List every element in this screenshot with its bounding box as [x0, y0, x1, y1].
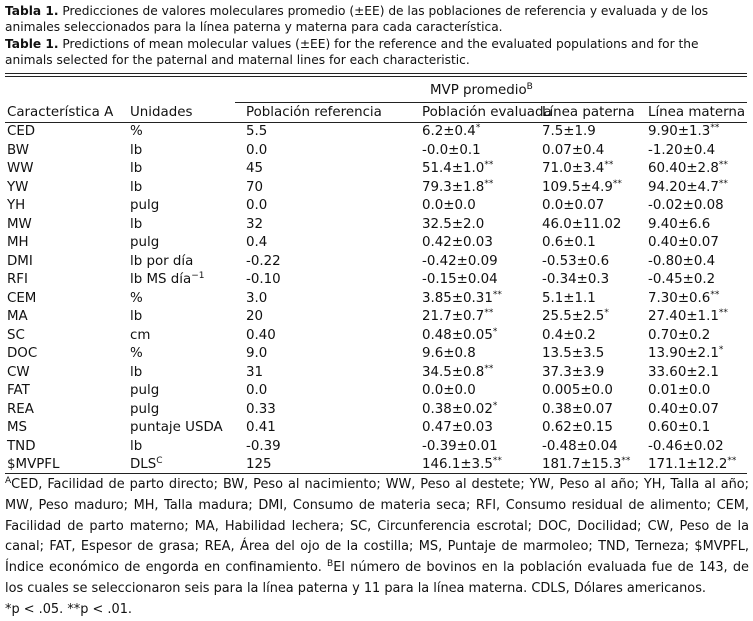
- cell-unit-value: DLS: [130, 457, 157, 472]
- cell-unit-value: lb: [130, 216, 143, 232]
- cell-unit-sup: C: [156, 456, 163, 466]
- header-maternal: Línea materna: [648, 105, 746, 120]
- caption-english-text: Predictions of mean molecular values (±EE) for the reference and the evaluated populations and for the animals selected for the paternal and maternal lines for each characteristic.: [5, 37, 699, 68]
- cell-maternal: [648, 401, 719, 419]
- cell-maternal: [648, 234, 719, 252]
- cell-maternal-sup: **: [718, 308, 728, 318]
- cell-unit: [130, 327, 150, 345]
- cell-paternal-value: 7.5±1.9: [542, 124, 596, 139]
- cell-maternal-value: -0.46±0.02: [648, 438, 724, 454]
- cell-paternal: [542, 364, 604, 382]
- cell-unit: [130, 308, 142, 326]
- cell-trait: [7, 327, 25, 345]
- cell-evaluated: [422, 234, 493, 252]
- cell-unit: [130, 271, 205, 289]
- cell-unit: [130, 364, 142, 382]
- cell-unit-value: %: [130, 290, 143, 306]
- cell-paternal-value: 5.1±1.1: [542, 290, 596, 306]
- header-bottom-rule: [5, 122, 747, 123]
- cell-maternal-value: 171.1±12.2: [648, 457, 728, 472]
- cell-maternal-sup: **: [710, 289, 720, 300]
- cell-evaluated: [422, 438, 498, 456]
- cell-paternal: [542, 142, 604, 160]
- cell-unit-value: pulg: [130, 401, 160, 417]
- caption-english-label: Table 1.: [5, 37, 59, 51]
- cell-maternal-value: 27.40±1.1: [648, 309, 719, 324]
- cell-reference-value: 70: [246, 179, 264, 195]
- cell-maternal: [648, 216, 710, 234]
- cell-reference: [246, 382, 267, 400]
- cell-trait-value: TND: [7, 438, 36, 454]
- cell-unit-value: lb: [130, 309, 143, 324]
- cell-maternal: [648, 382, 710, 400]
- cell-reference: [246, 142, 267, 160]
- cell-maternal: [648, 345, 723, 363]
- cell-paternal: [542, 123, 596, 141]
- cell-paternal-value: 0.0±0.07: [542, 198, 605, 213]
- cell-maternal-value: -0.45±0.2: [648, 272, 716, 287]
- cell-trait-value: WW: [7, 161, 34, 176]
- cell-reference-value: 0.0: [246, 383, 268, 398]
- cell-reference-value: 0.41: [246, 420, 276, 435]
- cell-unit: [130, 382, 159, 400]
- cell-evaluated: [422, 197, 476, 215]
- cell-unit-value: pulg: [130, 198, 160, 213]
- cell-evaluated-value: 34.5±0.8: [422, 364, 485, 380]
- cell-unit-value: puntaje USDA: [130, 420, 223, 435]
- cell-trait: [7, 179, 28, 197]
- cell-evaluated-value: 79.3±1.8: [422, 179, 485, 195]
- header-evaluated: Población evaluada: [422, 105, 552, 120]
- cell-unit: [130, 234, 159, 252]
- cell-maternal-value: -0.80±0.4: [648, 253, 716, 269]
- cell-maternal: [648, 160, 728, 178]
- cell-unit-value: lb: [130, 438, 143, 454]
- cell-evaluated: [422, 271, 498, 289]
- cell-trait: [7, 216, 32, 234]
- cell-unit: [130, 160, 142, 178]
- header-reference: Población referencia: [246, 105, 382, 120]
- cell-trait: [7, 401, 34, 419]
- cell-unit: [130, 197, 159, 215]
- cell-trait-value: CW: [7, 364, 30, 380]
- cell-unit: [130, 419, 223, 437]
- cell-paternal-value: 37.3±3.9: [542, 364, 605, 380]
- header-group-rule: [235, 102, 747, 103]
- cell-maternal-value: 0.70±0.2: [648, 327, 711, 343]
- cell-evaluated-value: 0.0±0.0: [422, 198, 476, 213]
- cell-trait: [7, 123, 35, 141]
- cell-evaluated-value: 9.6±0.8: [422, 346, 476, 361]
- cell-trait-value: $MVPFL: [7, 457, 60, 472]
- header-group-sup: B: [526, 82, 533, 92]
- cell-maternal: [648, 456, 736, 474]
- cell-unit: [130, 456, 163, 474]
- cell-maternal-sup: **: [727, 456, 737, 466]
- cell-reference-value: 31: [246, 364, 264, 380]
- cell-maternal: [648, 271, 715, 289]
- cell-maternal-sup: **: [718, 160, 728, 170]
- cell-paternal-value: -0.48±0.04: [542, 438, 618, 454]
- cell-evaluated: [422, 382, 476, 400]
- table-top-rule-double: [5, 76, 747, 77]
- cell-evaluated-sup: **: [484, 308, 494, 318]
- cell-maternal-value: 33.60±2.1: [648, 364, 719, 380]
- cell-evaluated: [422, 308, 493, 326]
- cell-reference: [246, 364, 263, 382]
- cell-reference-value: 9.0: [246, 346, 268, 361]
- header-group-mvp: [430, 82, 533, 100]
- cell-evaluated: [422, 419, 493, 437]
- cell-evaluated-value: -0.15±0.04: [422, 272, 498, 287]
- header-trait: Característica A: [7, 105, 114, 120]
- cell-evaluated: [422, 456, 502, 474]
- cell-maternal: [648, 253, 715, 271]
- footnote-abbreviations: CED, Facilidad de parto directo; BW, Peso al nacimiento; WW, Peso al destete; YW, Peso al año; YH, Talla al año; MW, Peso maduro; MH, Talla madura; DMI, Consumo de materia seca; RFI, Consumo residual de alimento; CEM, Facilidad de parto materno; MA, Habilidad lechera; SC, Circunferencia escrotal; DOC, Docilidad; CW, Peso de la canal; FAT, Espesor de grasa; REA, Área del ojo de la costilla; MS, Puntaje de marmoleo; TND, Terneza; $MVPFL, Índice económico de engorda en confinamiento.: [5, 477, 749, 576]
- cell-trait-value: SC: [7, 327, 25, 343]
- cell-paternal-value: 25.5±2.5: [542, 309, 605, 324]
- cell-evaluated-value: 0.0±0.0: [422, 383, 476, 398]
- cell-evaluated-sup: **: [484, 363, 494, 374]
- cell-evaluated-value: 6.2±0.4: [422, 124, 476, 139]
- cell-evaluated: [422, 327, 497, 345]
- table-bottom-rule: [5, 473, 747, 474]
- cell-maternal: [648, 364, 719, 382]
- cell-unit: [130, 438, 142, 456]
- cell-paternal-value: 0.005±0.0: [542, 383, 613, 398]
- cell-trait: [7, 290, 36, 308]
- cell-evaluated-value: 146.1±3.5: [422, 457, 493, 472]
- cell-paternal: [542, 327, 596, 345]
- cell-paternal-value: 0.62±0.15: [542, 420, 613, 435]
- cell-trait-value: REA: [7, 401, 34, 417]
- cell-paternal: [542, 160, 613, 178]
- cell-evaluated-sup: *: [475, 123, 481, 133]
- cell-evaluated: [422, 290, 502, 308]
- cell-reference-value: 0.0: [246, 198, 268, 213]
- cell-trait: [7, 197, 25, 215]
- cell-trait-value: DOC: [7, 346, 38, 361]
- cell-reference: [246, 438, 281, 456]
- table-footnote: [5, 475, 749, 621]
- cell-maternal-value: 0.40±0.07: [648, 401, 719, 417]
- cell-trait-value: CED: [7, 124, 36, 139]
- cell-unit: [130, 142, 142, 160]
- cell-reference: [246, 327, 276, 345]
- cell-paternal-value: 181.7±15.3: [542, 457, 622, 472]
- cell-maternal-value: 0.40±0.07: [648, 235, 719, 250]
- cell-maternal-value: 0.60±0.1: [648, 420, 711, 435]
- cell-trait: [7, 160, 33, 178]
- cell-reference: [246, 290, 267, 308]
- header-units: Unidades: [130, 105, 193, 120]
- cell-evaluated-sup: **: [484, 160, 494, 170]
- cell-reference: [246, 401, 276, 419]
- cell-unit-value: lb: [130, 179, 143, 195]
- cell-trait-value: YW: [7, 179, 29, 195]
- cell-trait: [7, 456, 59, 474]
- cell-unit-value: pulg: [130, 383, 160, 398]
- cell-maternal-value: 9.90±1.3: [648, 124, 711, 139]
- cell-trait: [7, 271, 28, 289]
- cell-paternal-value: 71.0±3.4: [542, 161, 605, 176]
- cell-unit-value: %: [130, 346, 143, 361]
- cell-reference-value: -0.39: [246, 438, 281, 454]
- cell-maternal-sup: **: [710, 123, 720, 133]
- cell-reference-value: 125: [246, 457, 272, 472]
- cell-maternal: [648, 308, 728, 326]
- cell-reference-value: 0.4: [246, 235, 268, 250]
- cell-trait-value: MS: [7, 420, 28, 435]
- cell-paternal-sup: *: [604, 308, 609, 318]
- footnote-sup-b: B: [327, 559, 334, 570]
- cell-trait-value: MH: [7, 235, 29, 250]
- cell-maternal-value: 0.01±0.0: [648, 383, 711, 398]
- cell-trait-value: FAT: [7, 383, 30, 398]
- cell-maternal: [648, 123, 719, 141]
- cell-paternal: [542, 271, 609, 289]
- cell-evaluated-value: -0.0±0.1: [422, 142, 481, 158]
- cell-maternal: [648, 197, 724, 215]
- cell-unit: [130, 179, 142, 197]
- cell-unit: [130, 401, 159, 419]
- cell-evaluated: [422, 142, 481, 160]
- cell-reference-value: 5.5: [246, 124, 268, 139]
- footnote-sample: El número de bovinos en la población evaluada fue de 143, de los cuales se seleccionaron seis para la línea paterna y 11 para la línea materna. CDLS, Dólares americanos.: [5, 560, 749, 596]
- cell-trait: [7, 234, 29, 252]
- cell-paternal-value: 46.0±11.02: [542, 216, 622, 232]
- cell-trait-value: BW: [7, 142, 29, 158]
- cell-paternal-value: 0.38±0.07: [542, 401, 613, 417]
- cell-maternal: [648, 419, 710, 437]
- cell-unit-value: lb MS día: [130, 272, 192, 287]
- cell-paternal: [542, 419, 613, 437]
- cell-paternal: [542, 401, 613, 419]
- cell-paternal-value: -0.34±0.3: [542, 272, 610, 287]
- cell-evaluated-sup: **: [484, 178, 494, 189]
- caption-spanish-text: Predicciones de valores moleculares promedio (±EE) de las poblaciones de referencia y evaluada y de los animales seleccionados para la línea paterna y materna para cada característica.: [5, 4, 709, 35]
- cell-reference-value: 0.33: [246, 401, 276, 417]
- cell-paternal-sup: **: [621, 456, 631, 466]
- cell-trait: [7, 364, 30, 382]
- cell-reference: [246, 456, 272, 474]
- cell-paternal-sup: **: [612, 178, 622, 189]
- cell-reference-value: 20: [246, 309, 264, 324]
- cell-reference: [246, 308, 263, 326]
- cell-evaluated: [422, 253, 498, 271]
- cell-maternal-sup: *: [718, 345, 724, 355]
- cell-unit: [130, 290, 143, 308]
- cell-trait: [7, 253, 33, 271]
- cell-unit-value: lb por día: [130, 253, 194, 269]
- cell-unit: [130, 216, 142, 234]
- cell-trait: [7, 345, 37, 363]
- cell-reference: [246, 216, 263, 234]
- cell-paternal: [542, 179, 622, 197]
- cell-paternal-value: -0.53±0.6: [542, 253, 610, 269]
- cell-trait: [7, 308, 28, 326]
- cell-trait: [7, 382, 30, 400]
- cell-reference-value: 0.40: [246, 327, 276, 343]
- cell-unit: [130, 345, 143, 363]
- cell-reference: [246, 345, 267, 363]
- cell-paternal: [542, 234, 596, 252]
- cell-maternal: [648, 290, 719, 308]
- cell-reference-value: 32: [246, 216, 264, 232]
- header-group-label: MVP promedio: [430, 83, 527, 98]
- cell-evaluated-sup: **: [492, 289, 502, 300]
- cell-evaluated-value: -0.39±0.01: [422, 438, 498, 454]
- cell-reference: [246, 197, 267, 215]
- cell-unit-value: lb: [130, 364, 143, 380]
- cell-evaluated-sup: *: [492, 326, 498, 337]
- table-top-rule: [5, 73, 747, 74]
- cell-paternal: [542, 456, 630, 474]
- cell-maternal-value: 60.40±2.8: [648, 161, 719, 176]
- cell-paternal: [542, 345, 604, 363]
- cell-trait-value: RFI: [7, 272, 28, 287]
- cell-reference-value: -0.22: [246, 253, 281, 269]
- cell-evaluated-value: 0.42±0.03: [422, 235, 493, 250]
- cell-reference: [246, 123, 267, 141]
- cell-reference: [246, 419, 276, 437]
- cell-maternal-value: 94.20±4.7: [648, 179, 719, 195]
- cell-reference-value: -0.10: [246, 272, 281, 287]
- cell-maternal: [648, 438, 724, 456]
- cell-paternal-value: 0.07±0.4: [542, 142, 605, 158]
- cell-unit: [130, 123, 143, 141]
- cell-trait-value: MA: [7, 309, 28, 324]
- cell-reference-value: 45: [246, 161, 264, 176]
- cell-paternal-value: 0.6±0.1: [542, 235, 596, 250]
- cell-paternal: [542, 216, 621, 234]
- cell-paternal: [542, 253, 609, 271]
- cell-evaluated-value: 0.38±0.02: [422, 401, 493, 417]
- cell-maternal-value: 13.90±2.1: [648, 346, 719, 361]
- cell-evaluated-value: 3.85±0.31: [422, 290, 493, 306]
- cell-maternal-value: -1.20±0.4: [648, 142, 716, 158]
- cell-trait-value: DMI: [7, 253, 33, 269]
- header-paternal: Línea paterna: [542, 105, 635, 120]
- cell-evaluated-sup: **: [492, 456, 502, 466]
- cell-reference: [246, 160, 263, 178]
- cell-evaluated: [422, 401, 497, 419]
- cell-evaluated-value: -0.42±0.09: [422, 253, 498, 269]
- cell-reference: [246, 271, 281, 289]
- cell-evaluated: [422, 216, 484, 234]
- cell-evaluated: [422, 345, 476, 363]
- cell-trait-value: CEM: [7, 290, 37, 306]
- cell-evaluated-value: 51.4±1.0: [422, 161, 485, 176]
- cell-reference-value: 0.0: [246, 142, 268, 158]
- cell-evaluated: [422, 364, 493, 382]
- cell-unit-value: lb: [130, 142, 143, 158]
- cell-paternal: [542, 197, 604, 215]
- cell-evaluated-value: 21.7±0.7: [422, 309, 485, 324]
- cell-maternal: [648, 327, 710, 345]
- cell-paternal-value: 0.4±0.2: [542, 327, 596, 343]
- cell-trait-value: MW: [7, 216, 32, 232]
- cell-unit: [130, 253, 193, 271]
- cell-reference: [246, 253, 281, 271]
- cell-reference: [246, 179, 263, 197]
- cell-reference-value: 3.0: [246, 290, 268, 306]
- caption-spanish-label: Tabla 1.: [5, 4, 59, 18]
- cell-paternal: [542, 308, 609, 326]
- cell-unit-sup: −1: [191, 271, 205, 281]
- cell-evaluated-value: 0.47±0.03: [422, 420, 493, 435]
- footnote-sup-a: A: [5, 476, 12, 486]
- cell-evaluated: [422, 179, 493, 197]
- cell-unit-value: %: [130, 124, 143, 139]
- cell-paternal-sup: **: [604, 160, 614, 170]
- cell-trait: [7, 419, 27, 437]
- cell-maternal: [648, 179, 728, 197]
- cell-paternal-value: 13.5±3.5: [542, 346, 605, 361]
- cell-evaluated-value: 0.48±0.05: [422, 327, 493, 343]
- footnote-significance: *p < .05. **p < .01.: [5, 601, 132, 617]
- caption-english: [5, 36, 747, 69]
- cell-maternal-value: -0.02±0.08: [648, 198, 724, 213]
- cell-evaluated: [422, 123, 480, 141]
- cell-evaluated: [422, 160, 493, 178]
- cell-paternal: [542, 290, 596, 308]
- cell-evaluated-value: 32.5±2.0: [422, 216, 485, 232]
- cell-unit-value: pulg: [130, 235, 160, 250]
- cell-trait: [7, 142, 29, 160]
- cell-paternal-value: 109.5±4.9: [542, 179, 613, 195]
- cell-maternal-sup: **: [718, 178, 728, 189]
- cell-maternal-value: 9.40±6.6: [648, 216, 711, 232]
- cell-paternal: [542, 382, 613, 400]
- cell-maternal-value: 7.30±0.6: [648, 290, 711, 306]
- cell-unit-value: cm: [130, 327, 151, 343]
- cell-evaluated-sup: *: [492, 400, 498, 411]
- cell-trait-value: YH: [7, 198, 26, 213]
- cell-unit-value: lb: [130, 161, 143, 176]
- caption-spanish: [5, 3, 747, 36]
- cell-trait: [7, 438, 36, 456]
- cell-paternal: [542, 438, 618, 456]
- cell-reference: [246, 234, 267, 252]
- cell-maternal: [648, 142, 715, 160]
